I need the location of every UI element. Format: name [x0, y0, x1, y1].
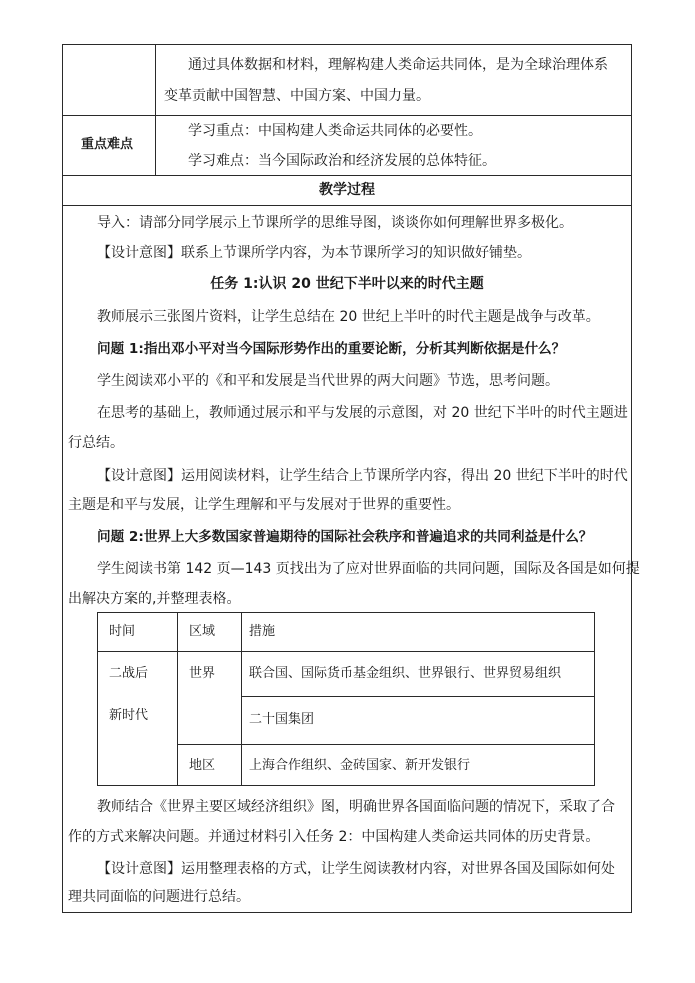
task1-paragraph-1: 教师展示三张图片资料，让学生总结在 20 世纪上半叶的时代主题是战争与改革。	[97, 309, 600, 325]
design-intent-2-line-2: 主题是和平与发展，让学生理解和平与发展对于世界的重要性。	[68, 497, 460, 513]
task1-paragraph-3-line-1: 在思考的基础上，教师通过展示和平与发展的示意图，对 20 世纪下半叶的时代主题进	[97, 405, 628, 421]
cell-region-regional: 地区	[189, 758, 216, 773]
design-intent-3-line-2: 理共同面临的问题进行总结。	[68, 889, 250, 905]
after-table-paragraph-1-line-1: 教师结合《世界主要区域经济组织》图，明确世界各国面临问题的情况下，采取了合	[97, 799, 615, 815]
cell-measure-3: 上海合作组织、金砖国家、新开发银行	[249, 758, 471, 773]
header-measure: 措施	[249, 624, 276, 639]
key-points-label: 重点难点	[81, 137, 134, 152]
design-intent-1: 【设计意图】联系上节课所学内容，为本节课所学习的知识做好铺垫。	[97, 245, 531, 261]
after-table-paragraph-1-line-2: 作的方式来解决问题。并通过材料引入任务 2：中国构建人类命运共同体的历史背景。	[68, 829, 600, 845]
cell-time-new-era: 新时代	[109, 708, 149, 723]
task1-paragraph-2: 学生阅读邓小平的《和平和发展是当代世界的两大问题》节选，思考问题。	[97, 373, 559, 389]
header-region: 区域	[189, 624, 216, 639]
inner-table-row-divider	[241, 696, 595, 697]
measures-table	[97, 612, 595, 786]
cell-measure-2: 二十国集团	[249, 712, 315, 727]
inner-table-right	[594, 612, 595, 786]
objective-line-2: 变革贡献中国智慧、中国方案、中国力量。	[164, 88, 430, 104]
design-intent-3-line-1: 【设计意图】运用整理表格的方式，让学生阅读教材内容，对世界各国及国际如何处	[97, 861, 615, 877]
task1-paragraph-5-line-2: 出解决方案的,并整理表格。	[68, 591, 241, 607]
column-divider	[155, 44, 156, 176]
question-1: 问题 1:指出邓小平对当今国际形势作出的重要论断，分析其判断依据是什么？	[97, 341, 566, 357]
inner-table-col-divider	[177, 612, 178, 786]
learning-difficulty: 学习难点：当今国际政治和经济发展的总体特征。	[188, 153, 496, 169]
intro-paragraph: 导入：请部分同学展示上节课所学的思维导图，谈谈你如何理解世界多极化。	[97, 215, 573, 231]
learning-focus: 学习重点：中国构建人类命运共同体的必要性。	[188, 123, 482, 139]
header-time: 时间	[109, 624, 136, 639]
cell-measure-1: 联合国、国际货币基金组织、世界银行、世界贸易组织	[249, 666, 562, 681]
inner-table-col-divider	[241, 612, 242, 786]
row-divider	[62, 205, 632, 206]
inner-table-row-divider	[177, 744, 595, 745]
task1-paragraph-5-line-1: 学生阅读书第 142 页—143 页找出为了应对世界面临的共同问题，国际及各国是如何提	[97, 561, 640, 577]
table-bottom-border	[62, 912, 632, 913]
table-right-border	[631, 44, 632, 913]
design-intent-2-line-1: 【设计意图】运用阅读材料，让学生结合上节课所学内容，得出 20 世纪下半叶的时代	[97, 468, 628, 484]
question-2: 问题 2:世界上大多数国家普遍期待的国际社会秩序和普遍追求的共同利益是什么？	[97, 529, 593, 545]
inner-table-bottom	[97, 785, 595, 786]
inner-table-left	[97, 612, 98, 786]
task1-paragraph-3-line-2: 行总结。	[68, 435, 124, 451]
objective-line-1: 通过具体数据和材料，理解构建人类命运共同体，是为全球治理体系	[188, 57, 608, 73]
inner-table-row-divider	[97, 651, 595, 652]
row-divider	[62, 115, 632, 116]
inner-table-top	[97, 612, 595, 613]
table-top-border	[62, 44, 632, 45]
section-title: 教学过程	[319, 182, 375, 198]
task1-title: 任务 1:认识 20 世纪下半叶以来的时代主题	[210, 276, 484, 292]
cell-region-world: 世界	[189, 666, 216, 681]
row-divider	[62, 175, 632, 176]
cell-time-postwar: 二战后	[109, 666, 149, 681]
table-left-border	[62, 44, 63, 913]
